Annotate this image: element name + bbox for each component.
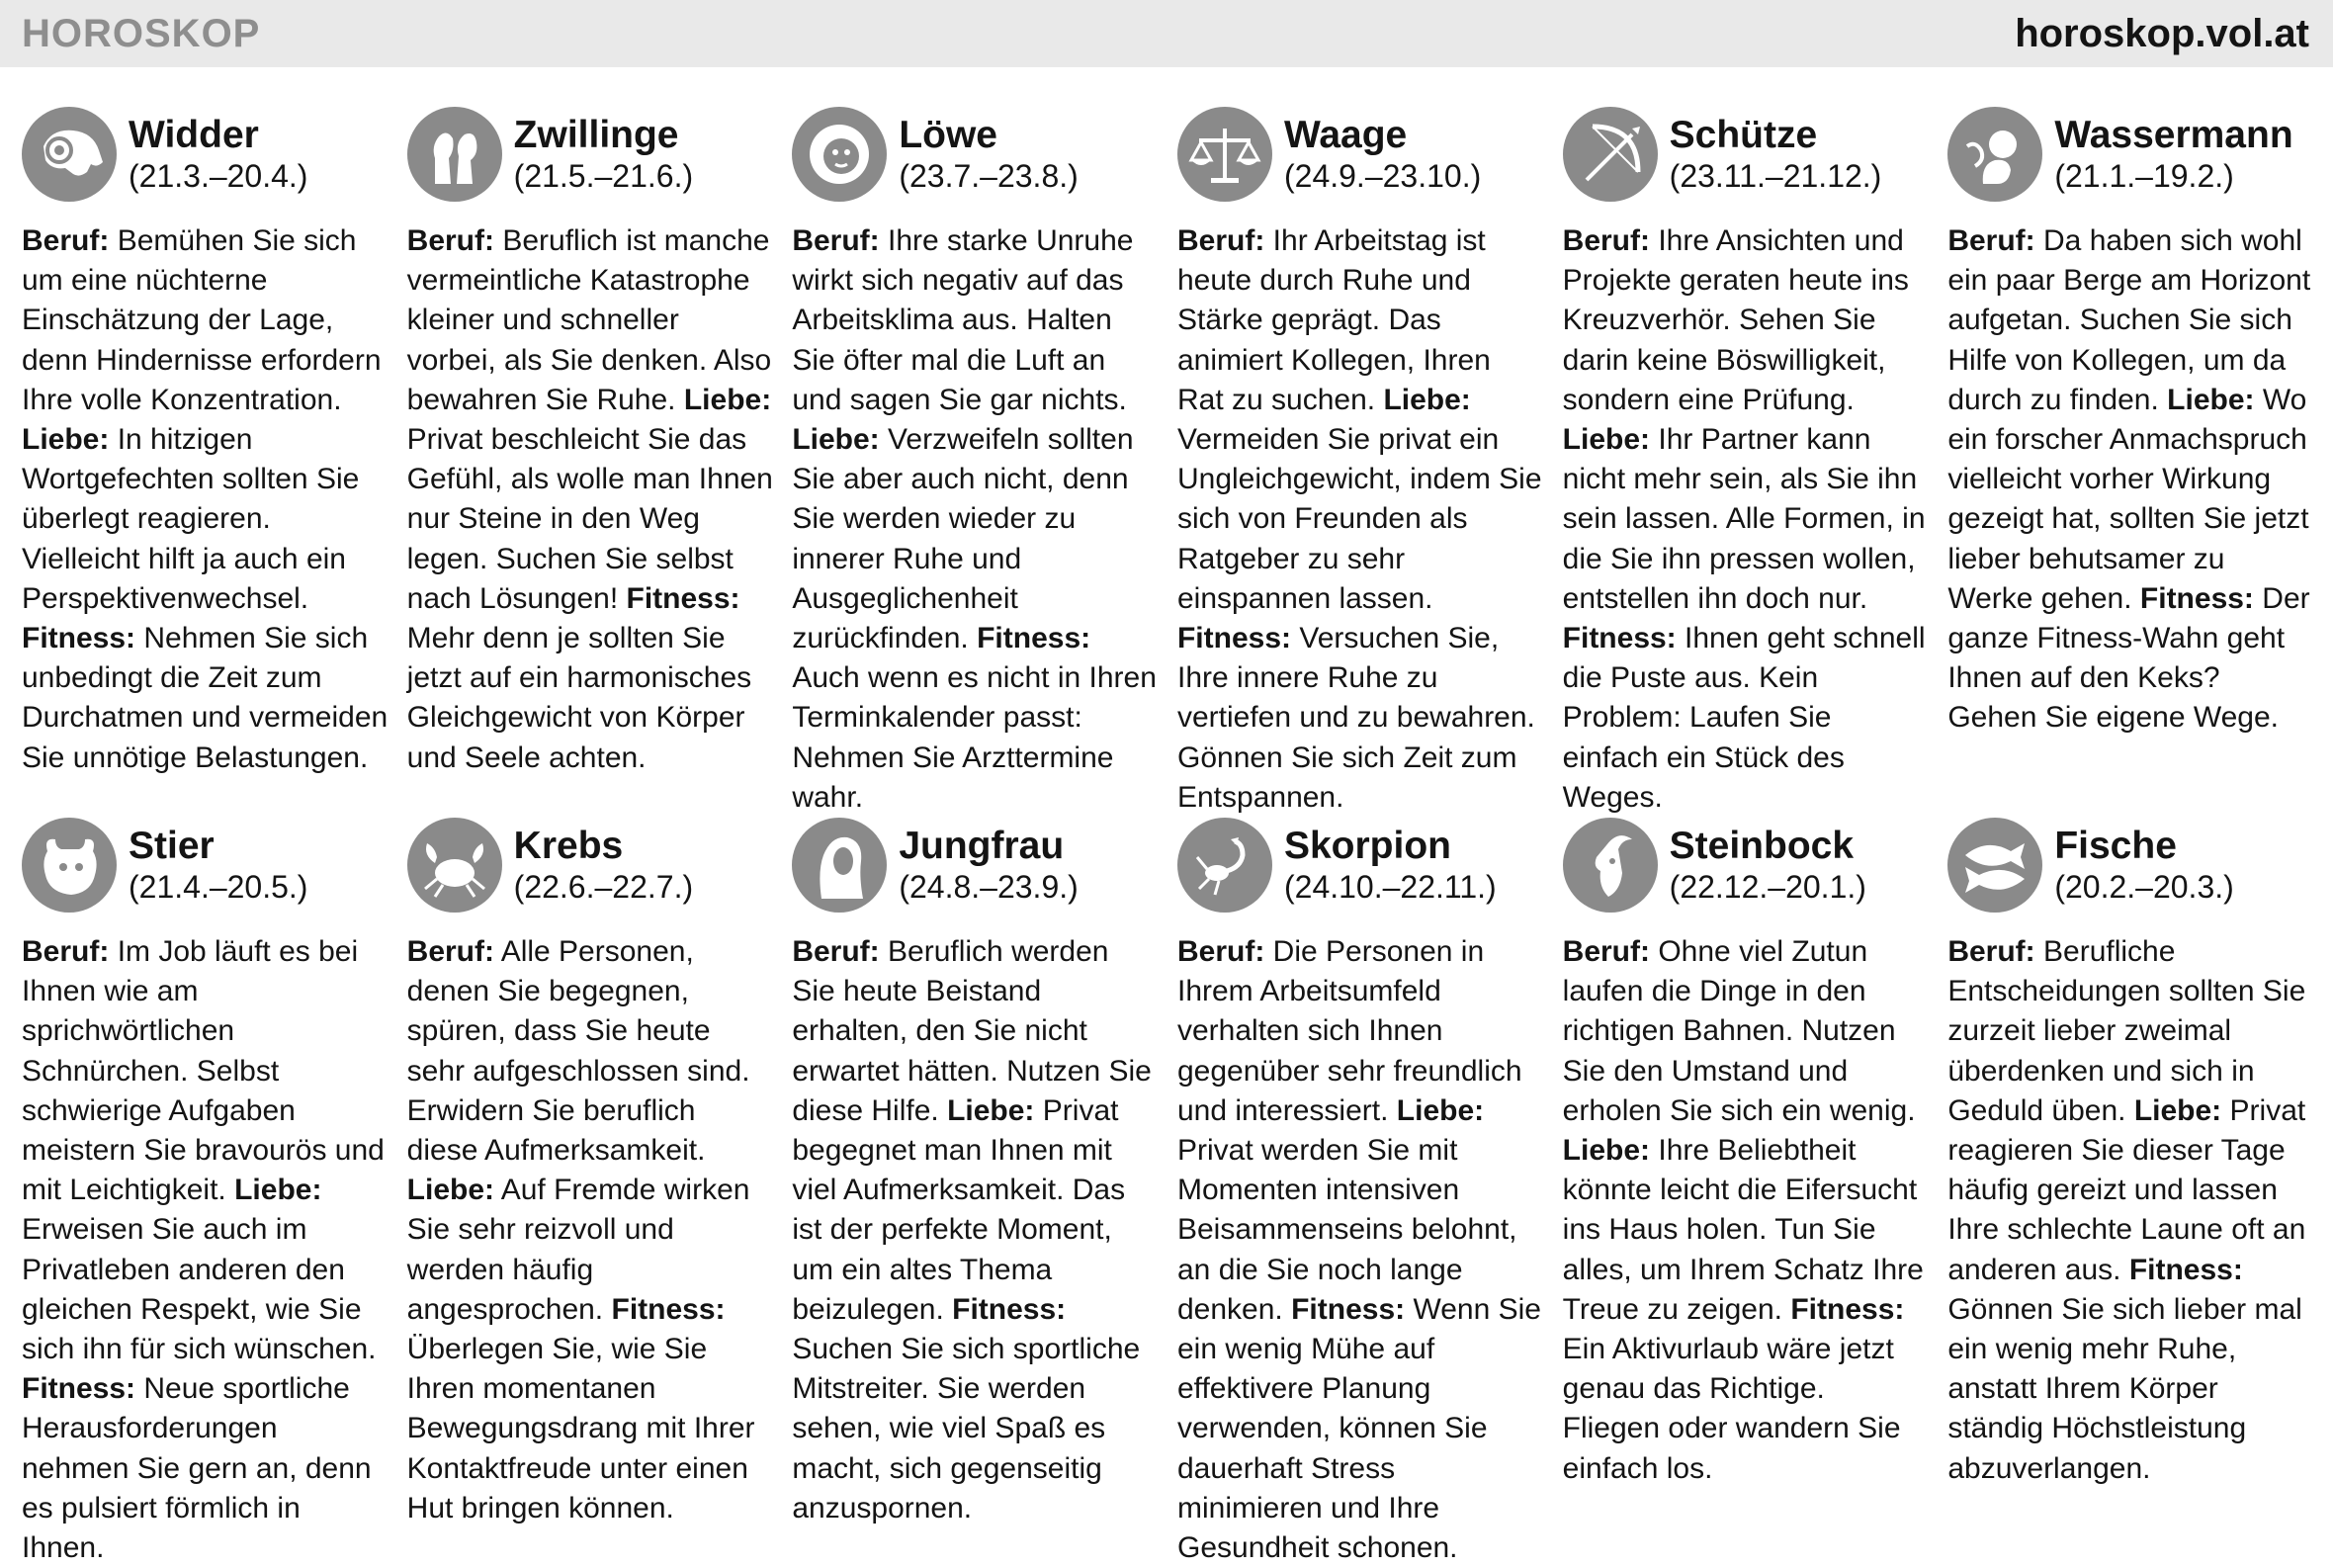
- label-beruf: Beruf:: [406, 935, 494, 969]
- sign-name: Fische: [2054, 825, 2177, 868]
- text-liebe: Wo ein forscher Anmachspruch vielleicht vorher Wirkung gezeigt hat, sollten Sie jetzt lieber behutsamer zu Werke gehen.: [1947, 383, 2309, 615]
- label-beruf: Beruf:: [1562, 224, 1650, 257]
- horoscope-text: [407, 221, 775, 778]
- sign-name: Widder: [129, 114, 259, 156]
- label-beruf: Beruf:: [1176, 224, 1265, 257]
- text-fitness: Neue sportliche Herausforderungen nehmen Sie gern an, denn es pulsiert förmlich in Ihnen.: [22, 1372, 372, 1565]
- label-fitness: Fitness:: [977, 622, 1091, 655]
- text-liebe: Erweisen Sie auch im Privatleben anderen den gleichen Respekt, wie Sie sich ihn für sich wünschen.: [22, 1213, 377, 1366]
- sign-name: Zwillinge: [513, 114, 679, 156]
- horoscope-grid: [22, 107, 2315, 1565]
- sign-dates: (21.1.–19.2.): [2054, 158, 2234, 194]
- sign-card: [22, 107, 389, 818]
- label-fitness: Fitness:: [22, 622, 136, 655]
- label-liebe: Liebe:: [1383, 383, 1471, 416]
- text-liebe: Verzweifeln sollten Sie aber auch nicht, denn Sie werden wieder zu innerer Ruhe und Ausgeglichenheit zurückfinden.: [792, 423, 1134, 655]
- sign-card: [1947, 818, 2315, 1568]
- sign-dates: (24.8.–23.9.): [899, 869, 1079, 906]
- text-beruf: Alle Personen, denen Sie begegnen, spüren, dass Sie heute sehr aufgeschlossen sind. Erwidern Sie beruflich diese Aufmerksamkeit.: [406, 935, 750, 1168]
- text-liebe: Privat werden Sie mit Momenten intensiven Beisammenseins belohnt, an die Sie noch lange denken.: [1176, 1134, 1517, 1326]
- sign-name: Schütze: [1669, 114, 1818, 156]
- label-liebe: Liebe:: [1562, 1134, 1651, 1168]
- section-title: HOROSKOP: [22, 12, 261, 55]
- text-beruf: Die Personen in Ihrem Arbeitsumfeld verhalten sich Ihnen gegenüber sehr freundlich und interessiert.: [1176, 935, 1522, 1127]
- label-beruf: Beruf:: [1947, 224, 2035, 257]
- text-fitness: Ihnen geht schnell die Puste aus. Kein Problem: Laufen Sie einfach ein Stück des Weges.: [1562, 622, 1926, 814]
- header-bar: [0, 0, 2333, 67]
- horoscope-text: [22, 932, 389, 1568]
- horoscope-text: [1947, 932, 2315, 1489]
- lion-icon: [792, 107, 887, 202]
- label-liebe: Liebe:: [792, 423, 880, 457]
- label-fitness: Fitness:: [1291, 1292, 1406, 1326]
- sign-name: Löwe: [899, 114, 997, 156]
- label-liebe: Liebe:: [406, 1174, 495, 1207]
- text-fitness: Suchen Sie sich sportliche Mitstreiter. Sie werden sehen, wie viel Spaß es macht, sich gegenseitig anzuspornen.: [792, 1333, 1141, 1524]
- sign-name: Steinbock: [1669, 825, 1855, 868]
- sign-name: Jungfrau: [899, 825, 1065, 868]
- text-fitness: Ein Aktivurlaub wäre jetzt genau das Richtige. Fliegen oder wandern Sie einfach los.: [1562, 1333, 1901, 1485]
- archer-icon: [1563, 107, 1658, 202]
- label-fitness: Fitness:: [1176, 622, 1292, 655]
- text-fitness: Mehr denn je sollten Sie jetzt auf ein harmonisches Gleichgewicht von Körper und Seele achten.: [406, 622, 752, 774]
- scorpion-icon: [1177, 818, 1272, 913]
- text-liebe: Vermeiden Sie privat ein Ungleichgewicht, indem Sie sich von Freunden als Ratgeber zu sehr einspannen lassen.: [1176, 423, 1542, 615]
- label-fitness: Fitness:: [22, 1372, 136, 1406]
- text-beruf: Im Job läuft es bei Ihnen wie am sprichwörtlichen Schnürchen. Selbst schwierige Aufgaben meistern Sie bravourös und mit Leichtigkeit.: [22, 935, 385, 1207]
- crab-icon: [407, 818, 502, 913]
- virgin-icon: [792, 818, 887, 913]
- sign-name: Krebs: [513, 825, 624, 868]
- fish-icon: [1947, 818, 2042, 913]
- sign-dates: (22.12.–20.1.): [1669, 869, 1866, 906]
- text-liebe: Privat reagieren Sie dieser Tage häufig gereizt und lassen Ihre schlechte Laune oft an anderen aus.: [1947, 1093, 2306, 1286]
- sign-card: [1947, 107, 2315, 818]
- sign-card: [1177, 818, 1545, 1568]
- sign-card: [1563, 107, 1931, 818]
- label-liebe: Liebe:: [22, 423, 110, 457]
- horoscope-text: [1563, 221, 1931, 818]
- label-liebe: Liebe:: [1562, 423, 1651, 457]
- sign-card: [792, 818, 1160, 1568]
- sign-card: [792, 107, 1160, 818]
- horoscope-text: [1563, 932, 1931, 1489]
- label-beruf: Beruf:: [792, 935, 880, 969]
- horoscope-text: [1177, 932, 1545, 1568]
- text-beruf: Beruflich werden Sie heute Beistand erhalten, den Sie nicht erwartet hätten. Nutzen Sie diese Hilfe.: [792, 935, 1152, 1127]
- label-liebe: Liebe:: [947, 1093, 1035, 1127]
- label-liebe: Liebe:: [2167, 383, 2255, 416]
- sign-name: Stier: [129, 825, 215, 868]
- text-beruf: Da haben sich wohl ein paar Berge am Horizont aufgetan. Suchen Sie sich Hilfe von Kollegen, um da durch zu finden.: [1947, 224, 2311, 416]
- label-beruf: Beruf:: [1562, 935, 1650, 969]
- text-liebe: Privat begegnet man Ihnen mit viel Aufmerksamkeit. Das ist der perfekte Moment, um ein altes Thema beizulegen.: [792, 1093, 1126, 1326]
- label-beruf: Beruf:: [1176, 935, 1265, 969]
- text-fitness: Wenn Sie ein wenig Mühe auf effektivere Planung verwenden, können Sie dauerhaft Stress minimieren und Ihre Gesundheit schonen.: [1176, 1292, 1541, 1565]
- sign-name: Wassermann: [2054, 114, 2293, 156]
- text-beruf: Berufliche Entscheidungen sollten Sie zurzeit lieber zweimal überdenken und sich in Geduld üben.: [1947, 935, 2306, 1127]
- text-fitness: Der ganze Fitness-Wahn geht Ihnen auf den Keks? Gehen Sie eigene Wege.: [1947, 581, 2310, 735]
- text-beruf: Bemühen Sie sich um eine nüchterne Einschätzung der Lage, denn Hindernisse erfordern Ihre volle Konzentration.: [22, 224, 382, 416]
- label-fitness: Fitness:: [626, 581, 740, 615]
- horoscope-text: [792, 221, 1160, 818]
- sign-dates: (21.3.–20.4.): [129, 158, 308, 194]
- label-fitness: Fitness:: [952, 1292, 1067, 1326]
- text-beruf: Ohne viel Zutun laufen die Dinge in den richtigen Bahnen. Nutzen Sie den Umstand und erholen Sie sich ein wenig.: [1562, 935, 1916, 1127]
- text-beruf: Ihr Arbeitstag ist heute durch Ruhe und Stärke geprägt. Das animiert Kollegen, Ihren Rat zu suchen.: [1176, 224, 1491, 416]
- scales-icon: [1177, 107, 1272, 202]
- text-beruf: Ihre starke Unruhe wirkt sich negativ auf das Arbeitsklima aus. Halten Sie öfter mal die Luft an und sagen Sie gar nichts.: [792, 224, 1134, 416]
- sign-name: Waage: [1283, 114, 1408, 156]
- text-liebe: Ihr Partner kann nicht mehr sein, als Sie ihn sein lassen. Alle Formen, in die Sie ihn pressen wollen, entstellen ihn doch nur.: [1562, 423, 1926, 615]
- horoscope-text: [1947, 221, 2315, 739]
- sign-dates: (21.4.–20.5.): [129, 869, 308, 906]
- sign-card: [1177, 107, 1545, 818]
- sign-dates: (24.10.–22.11.): [1283, 869, 1497, 906]
- text-liebe: Ihre Beliebtheit könnte leicht die Eifersucht ins Haus holen. Tun Sie alles, um Ihrem Schatz Ihre Treue zu zeigen.: [1562, 1134, 1924, 1326]
- water-bearer-icon: [1947, 107, 2042, 202]
- label-liebe: Liebe:: [2133, 1093, 2222, 1127]
- label-fitness: Fitness:: [2128, 1253, 2243, 1286]
- label-beruf: Beruf:: [1947, 935, 2035, 969]
- sign-dates: (23.7.–23.8.): [899, 158, 1079, 194]
- sign-card: [407, 818, 775, 1568]
- label-fitness: Fitness:: [611, 1292, 726, 1326]
- twins-icon: [407, 107, 502, 202]
- label-liebe: Liebe:: [234, 1174, 322, 1207]
- sign-dates: (24.9.–23.10.): [1283, 158, 1482, 194]
- text-liebe: In hitzigen Wortgefechten sollten Sie überlegt reagieren. Vielleicht hilft ja auch ein Perspektivenwechsel.: [22, 423, 360, 615]
- sign-card: [407, 107, 775, 818]
- goat-icon: [1563, 818, 1658, 913]
- sign-card: [1563, 818, 1931, 1568]
- sign-dates: (23.11.–21.12.): [1669, 158, 1882, 194]
- text-liebe: Privat beschleicht Sie das Gefühl, als wolle man Ihnen nur Steine in den Weg legen. Suchen Sie selbst nach Lösungen!: [406, 423, 773, 615]
- horoscope-text: [22, 221, 389, 778]
- horoscope-text: [1177, 221, 1545, 818]
- label-fitness: Fitness:: [1790, 1292, 1905, 1326]
- text-liebe: Auf Fremde wirken Sie sehr reizvoll und werden häufig angesprochen.: [406, 1174, 750, 1326]
- text-beruf: Ihre Ansichten und Projekte geraten heute ins Kreuzverhör. Sehen Sie darin keine Böswilligkeit, sondern eine Prüfung.: [1562, 224, 1909, 416]
- label-fitness: Fitness:: [2139, 581, 2254, 615]
- label-beruf: Beruf:: [406, 224, 494, 257]
- label-beruf: Beruf:: [792, 224, 880, 257]
- text-fitness: Gönnen Sie sich lieber mal ein wenig mehr Ruhe, anstatt Ihrem Körper ständig Höchstleistung abzuverlangen.: [1947, 1292, 2302, 1485]
- text-fitness: Versuchen Sie, Ihre innere Ruhe zu vertiefen und zu bewahren. Gönnen Sie sich Zeit zum Entspannen.: [1176, 622, 1535, 814]
- text-fitness: Überlegen Sie, wie Sie Ihren momentanen Bewegungsdrang mit Ihrer Kontaktfreude unter einen Hut bringen können.: [406, 1333, 755, 1524]
- horoscope-text: [407, 932, 775, 1528]
- sign-dates: (22.6.–22.7.): [513, 869, 694, 906]
- website-url: horoskop.vol.at: [2015, 12, 2309, 55]
- sign-dates: (21.5.–21.6.): [513, 158, 694, 194]
- bull-icon: [22, 818, 117, 913]
- label-liebe: Liebe:: [683, 383, 772, 416]
- text-fitness: Nehmen Sie sich unbedingt die Zeit zum Durchatmen und vermeiden Sie unnötige Belastungen.: [22, 622, 389, 774]
- text-beruf: Beruflich ist manche vermeintliche Katastrophe kleiner und schneller vorbei, als Sie denken. Also bewahren Sie Ruhe.: [406, 224, 772, 416]
- label-beruf: Beruf:: [22, 224, 110, 257]
- label-beruf: Beruf:: [22, 935, 110, 969]
- label-liebe: Liebe:: [1396, 1093, 1485, 1127]
- sign-dates: (20.2.–20.3.): [2054, 869, 2234, 906]
- horoscope-text: [792, 932, 1160, 1528]
- text-fitness: Auch wenn es nicht in Ihren Terminkalender passt: Nehmen Sie Arzttermine wahr.: [792, 661, 1157, 814]
- ram-icon: [22, 107, 117, 202]
- label-fitness: Fitness:: [1562, 622, 1677, 655]
- sign-name: Skorpion: [1283, 825, 1451, 868]
- sign-card: [22, 818, 389, 1568]
